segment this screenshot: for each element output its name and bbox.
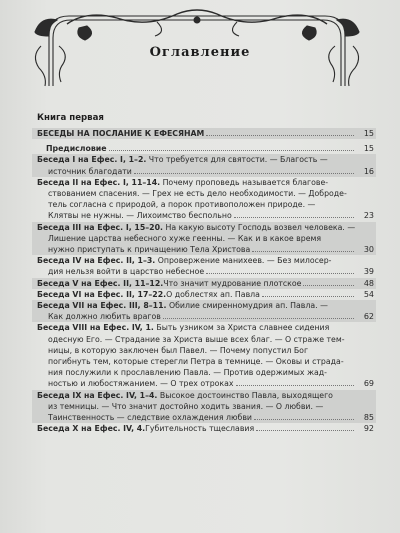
toc-entry[interactable] bbox=[32, 154, 376, 176]
toc-entry-text: Высокое достоинство Павла, выходящего bbox=[157, 390, 333, 400]
toc-page-number: 23 bbox=[363, 211, 374, 221]
toc-entry-text: Клятвы не нужны. — Лихоимство беспольно bbox=[48, 211, 232, 221]
toc-page-number: 15 bbox=[363, 129, 374, 138]
toc-entry-text: ностью и любостяжанием. — О трех отроках bbox=[48, 379, 234, 389]
toc-page-number: 30 bbox=[363, 245, 374, 255]
leader-dots bbox=[254, 418, 354, 420]
page-title: Оглавление bbox=[149, 45, 251, 60]
leader-dots bbox=[163, 317, 354, 319]
leader-dots bbox=[236, 384, 354, 386]
toc-entry-text: тель согласна с природой, а порок противоположен природе. — bbox=[48, 200, 316, 210]
toc-entry-lead: Беседа III на Ефес. I, 15–20. bbox=[37, 222, 163, 232]
toc-entry-lead: БЕСЕДЫ НА ПОСЛАНИЕ К ЕФЕСЯНАМ bbox=[37, 129, 205, 138]
toc-entry-lead: Беседа VIII на Ефес. IV, 1. bbox=[37, 323, 154, 333]
toc-page-number: 15 bbox=[363, 144, 374, 154]
toc-entry-text: Что значит мудрование плотское bbox=[163, 278, 302, 288]
toc-entry-text: О доблестях ап. Павла bbox=[166, 289, 260, 299]
leader-dots bbox=[109, 149, 354, 151]
toc-page-number: 92 bbox=[363, 424, 374, 434]
book-title: Книга первая bbox=[37, 113, 104, 123]
toc-entry-text: Таинственность — следствие охлаждения любви bbox=[48, 413, 253, 423]
toc-entry-lead: Беседа IV на Ефес. II, 1–3. bbox=[37, 256, 156, 266]
leader-dots bbox=[206, 134, 354, 136]
toc-entry[interactable] bbox=[32, 143, 376, 154]
toc-page-number: 85 bbox=[363, 413, 374, 423]
leader-dots bbox=[206, 272, 354, 274]
leader-dots bbox=[134, 172, 354, 174]
toc-entry-lead: Беседа II на Ефес. I, 11–14. bbox=[37, 177, 161, 187]
toc-entry-text: Обилие смиренномудрия ап. Павла. — bbox=[166, 301, 328, 311]
toc-entry[interactable] bbox=[32, 278, 376, 289]
toc-entry[interactable] bbox=[32, 390, 376, 424]
toc-entry-text: Что требуется для святости. — Благость — bbox=[146, 155, 328, 165]
toc-entry-lead: Беседа IX на Ефес. IV, 1–4. bbox=[37, 390, 158, 400]
toc-entry-text: Губительность тщеславия bbox=[145, 424, 255, 434]
toc-entry-text: На какую высоту Господь возвел человека. — bbox=[162, 222, 356, 232]
toc-entry[interactable] bbox=[32, 255, 376, 277]
toc-entry-lead: Беседа V на Ефес. II, 11–12. bbox=[37, 278, 164, 288]
toc-entry-lead: Беседа VI на Ефес. II, 17–22. bbox=[37, 289, 167, 299]
toc-entry-text: одесную Его. — Страдание за Христа выше всех благ. — О страже тем- bbox=[48, 334, 345, 344]
toc-entry-text: Почему проповедь называется благове- bbox=[160, 177, 329, 187]
toc-entry[interactable] bbox=[32, 300, 376, 322]
toc-entry[interactable] bbox=[32, 322, 376, 389]
toc-entry[interactable] bbox=[32, 222, 376, 256]
toc-entry-text: нужно приступать к причащению Тела Христова bbox=[48, 245, 251, 255]
toc-entry-text: из темницы. — Что значит достойно ходить звания. — О любви. — bbox=[48, 401, 324, 411]
toc-entry-text: Опровержение манихеев. — Без милосер- bbox=[155, 256, 332, 266]
toc-entry[interactable] bbox=[32, 128, 376, 139]
toc-entry-text: ния послужили к прославлению Павла. — Против одержимых жад- bbox=[48, 368, 327, 378]
toc-entry-lead: Беседа I на Ефес. I, 1–2. bbox=[37, 155, 147, 165]
toc-entry[interactable] bbox=[32, 423, 376, 434]
toc-entry-text: ницы, в которую заключен был Павел. — Почему попустил Бог bbox=[48, 345, 309, 355]
toc-entry-text: Лишение царства небесного хуже геенны. — Как и в какое время bbox=[48, 233, 322, 243]
toc-entry-text: источник благодати bbox=[48, 166, 132, 176]
leader-dots bbox=[303, 284, 354, 286]
leader-dots bbox=[256, 429, 354, 431]
toc-entry[interactable] bbox=[32, 289, 376, 300]
toc-page-number: 54 bbox=[363, 289, 374, 299]
toc-entry-text: погибнуть тем, которые стерегли Петра в темнице. — Оковы и страда- bbox=[48, 357, 344, 367]
toc-entry-lead: Предисловие bbox=[46, 144, 107, 154]
toc-entry-text: Быть узником за Христа славнее сидения bbox=[153, 323, 330, 333]
toc-entry-lead: Беседа VII на Ефес. III, 8–11. bbox=[37, 301, 167, 311]
toc-page-number: 62 bbox=[363, 312, 374, 322]
leader-dots bbox=[234, 216, 354, 218]
toc-page-number: 69 bbox=[363, 379, 374, 389]
toc-page-number: 48 bbox=[363, 278, 374, 288]
toc-entry-lead: Беседа X на Ефес. IV, 4. bbox=[37, 424, 146, 434]
toc-entry-text: ствованием спасения. — Грех не есть дело необходимости. — Доброде- bbox=[48, 189, 347, 199]
toc-entry[interactable] bbox=[32, 177, 376, 222]
toc-entry-text: дия нельзя войти в царство небесное bbox=[48, 267, 205, 277]
leader-dots bbox=[252, 250, 354, 252]
toc-page-number: 16 bbox=[363, 166, 374, 176]
toc-page-number: 39 bbox=[363, 267, 374, 277]
table-of-contents bbox=[32, 128, 376, 434]
leader-dots bbox=[262, 295, 354, 297]
toc-entry-text: Как должно любить врагов bbox=[48, 312, 161, 322]
